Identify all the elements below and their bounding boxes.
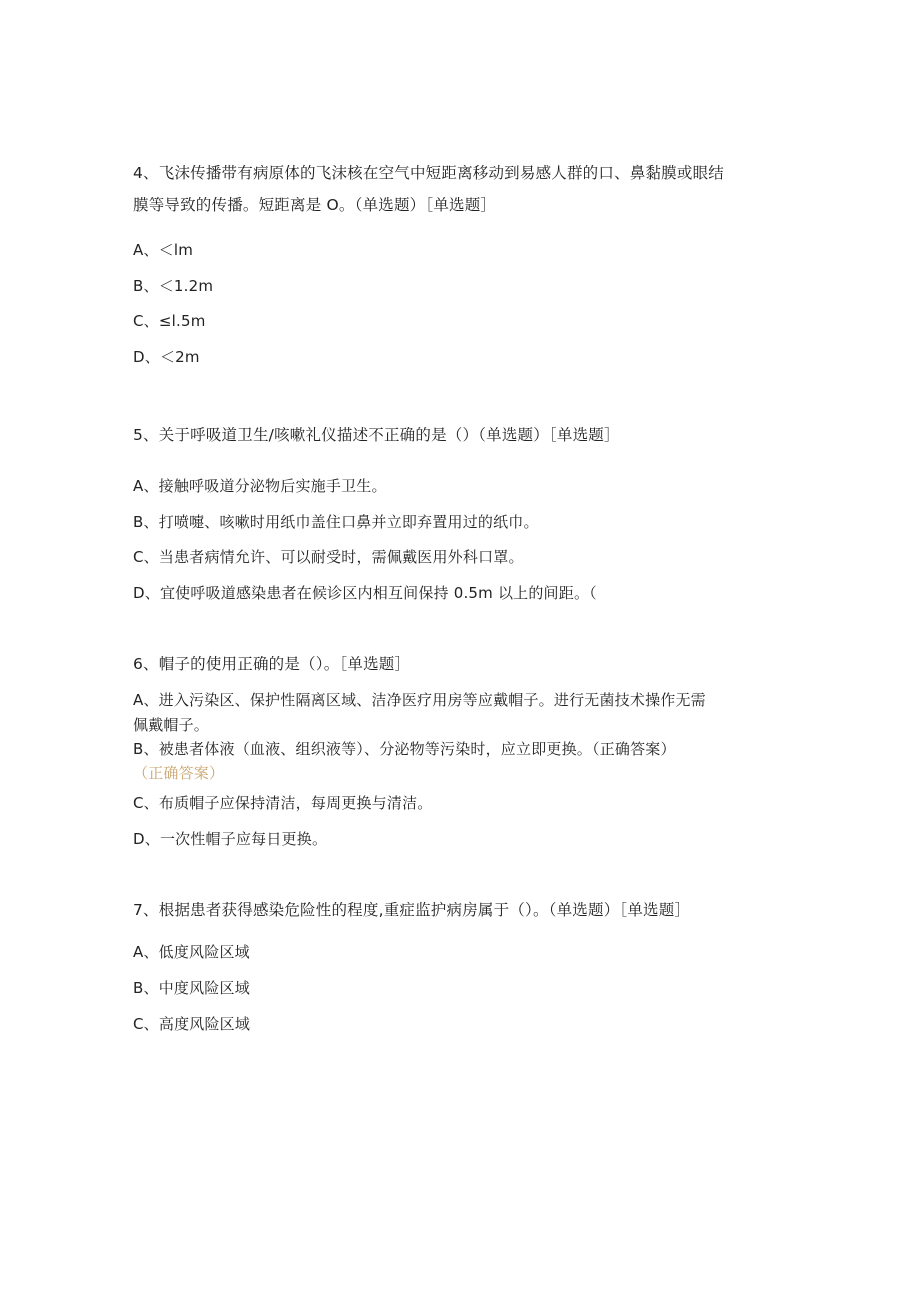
question-4-option-d[interactable]: D、＜2m [133, 348, 200, 366]
question-6-option-a-line-2: 佩戴帽子。 [133, 716, 210, 734]
question-5-option-c[interactable]: C、当患者病情允许、可以耐受时，需佩戴医用外科口罩。 [133, 548, 524, 566]
question-4-option-c[interactable]: C、≤l.5m [133, 312, 206, 330]
question-4-stem-line-2: 膜等导致的传播。短距离是 O。（单选题）［单选题］ [133, 196, 497, 214]
question-7-stem: 7、根据患者获得感染危险性的程度,重症监护病房属于（）。（单选题）［单选题］ [133, 901, 691, 919]
question-7-option-c[interactable]: C、高度风险区域 [133, 1015, 251, 1033]
question-6-option-d[interactable]: D、一次性帽子应每日更换。 [133, 830, 328, 848]
question-7-option-b[interactable]: B、中度风险区域 [133, 979, 250, 997]
question-6-option-a-line-1[interactable]: A、进入污染区、保护性隔离区域、洁净医疗用房等应戴帽子。进行无菌技术操作无需 [133, 691, 706, 709]
question-6-option-c[interactable]: C、布质帽子应保持清洁，每周更换与清洁。 [133, 794, 433, 812]
question-7-option-a[interactable]: A、低度风险区域 [133, 943, 250, 961]
question-5-option-b[interactable]: B、打喷嚏、咳嗽时用纸巾盖住口鼻并立即弃置用过的纸巾。 [133, 513, 539, 531]
question-4-option-a[interactable]: A、＜lm [133, 241, 194, 259]
question-4-option-b[interactable]: B、＜1.2m [133, 277, 214, 295]
question-5-option-a[interactable]: A、接触呼吸道分泌物后实施手卫生。 [133, 477, 387, 495]
question-4-stem-line-1: 4、飞沫传播带有病原体的飞沫核在空气中短距离移动到易感人群的口、鼻黏膜或眼结 [133, 164, 724, 182]
question-6-answer-hint: （正确答案） [133, 764, 225, 782]
question-6-option-b[interactable]: B、被患者体液（血液、组织液等）、分泌物等污染时，应立即更换。（正确答案） [133, 740, 676, 758]
question-5-option-d[interactable]: D、宜使呼吸道感染患者在候诊区内相互间保持 0.5m 以上的间距。（ [133, 584, 597, 602]
question-5-stem: 5、关于呼吸道卫生/咳嗽礼仪描述不正确的是（）（单选题）［单选题］ [133, 426, 620, 444]
question-6-stem: 6、帽子的使用正确的是（）。［单选题］ [133, 655, 411, 673]
